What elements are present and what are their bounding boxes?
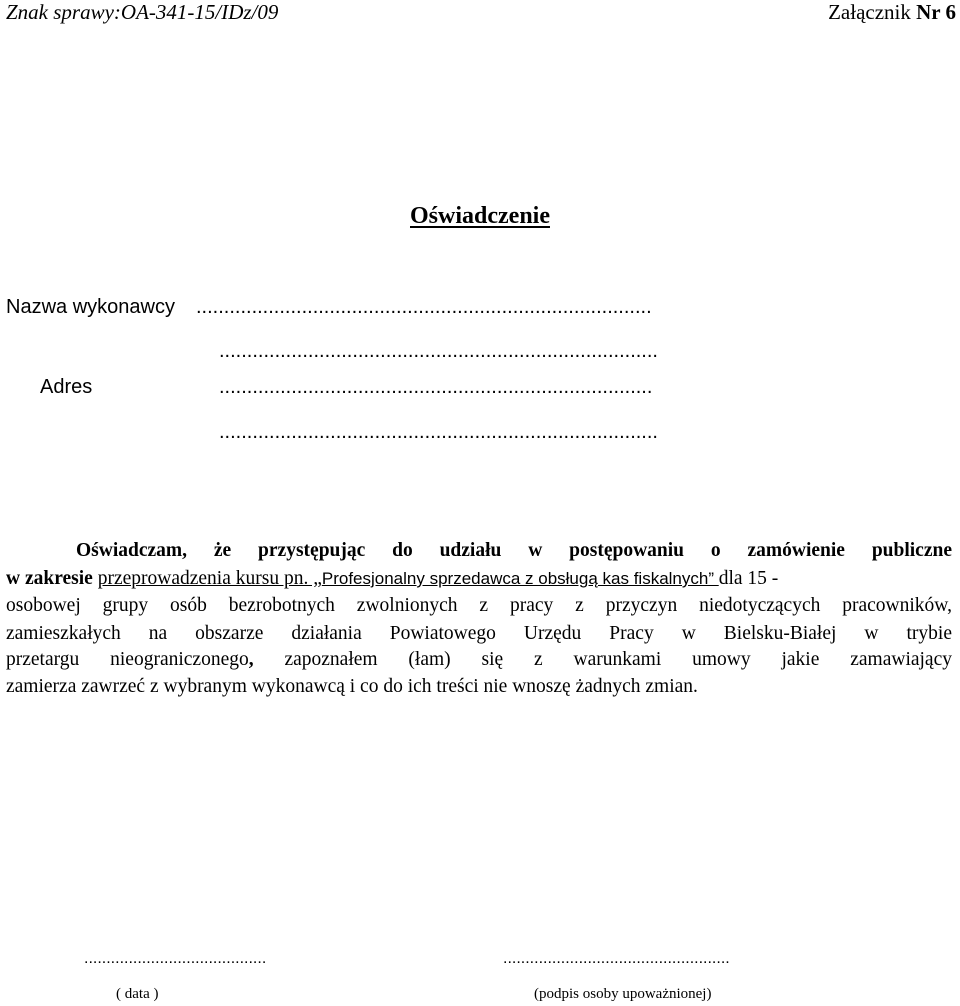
statement-line-4: zamieszkałych na obszarze działania Powiatowego Urzędu Pracy w Bielsku-Białej w trybie	[6, 623, 952, 644]
statement-line-6: zamierza zawrzeć z wybranym wykonawcą i co do ich treści nie wnoszę żadnych zmian.	[6, 676, 698, 697]
address-field-2: ...............................................................................	[219, 421, 658, 443]
date-field: .........................................	[84, 950, 267, 967]
case-number: Znak sprawy:OA-341-15/IDz/09	[6, 0, 279, 24]
statement-comma: ,	[248, 649, 254, 670]
statement-group-size: dla 15 -	[718, 568, 779, 589]
statement-mode: przetargu nieograniczonego	[6, 649, 249, 670]
annex-prefix: Załącznik	[828, 0, 911, 24]
statement-line-5-rest: zapoznałem (łam) się z warunkami umowy jakie zamawiający	[253, 649, 952, 670]
statement-line-3: osobowej grupy osób bezrobotnych zwolnionych z pracy z przyczyn niedotyczących pracowników,	[6, 595, 952, 616]
statement-line-5	[6, 647, 952, 673]
statement-scope: w zakresie	[6, 568, 93, 589]
contractor-name-field-2: ...............................................................................	[219, 340, 658, 362]
annex-label	[828, 0, 956, 25]
date-label: ( data )	[116, 986, 159, 1002]
annex-number: Nr 6	[916, 0, 956, 24]
statement-line-2	[6, 566, 952, 592]
contractor-name-field: ..................................................................................	[196, 296, 652, 318]
address-field-1: ..............................................................................	[219, 376, 653, 398]
statement-course-name: Profesjonalny sprzedawca z obsługą kas fiskalnych”	[321, 569, 719, 588]
statement-line-1: Oświadczam, że przystępując do udziału w postępowaniu o zamówienie publiczne	[76, 540, 952, 561]
statement-course-prefix: przeprowadzenia kursu pn. „	[97, 568, 322, 589]
contractor-name-label: Nazwa wykonawcy	[6, 296, 175, 318]
signature-field: ...................................................	[503, 950, 730, 967]
document-title: Oświadczenie	[410, 203, 550, 229]
signature-label: (podpis osoby upoważnionej)	[534, 986, 712, 1002]
address-label: Adres	[40, 376, 93, 398]
